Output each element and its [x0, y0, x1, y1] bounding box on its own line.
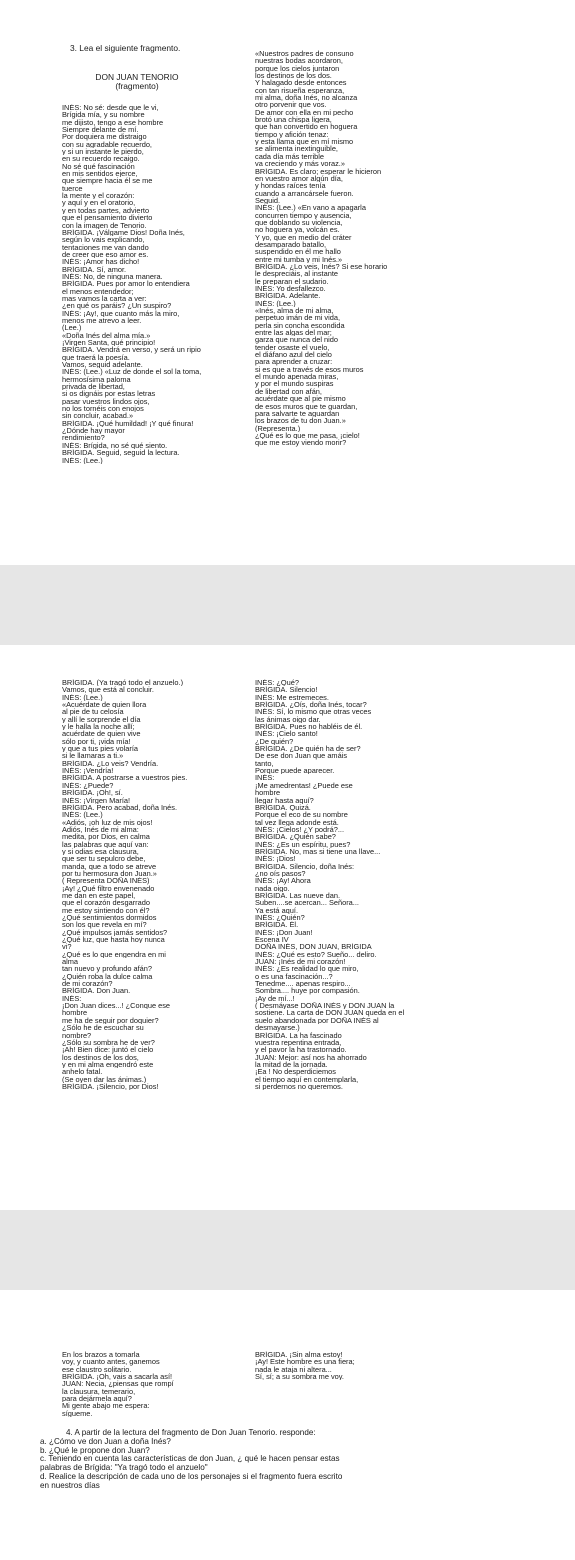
text-line: Adiós, Inés de mi alma: [62, 825, 139, 834]
text-line: De ese don Juan que amáis [255, 752, 348, 760]
text-line: mi alma, doña Inés, no alcanza [255, 94, 358, 102]
text-line: INÉS: ¡Ay! Ahora [255, 877, 311, 885]
text-line: que el corazón desgarrado [62, 899, 150, 907]
text-line: BRÍGIDA. No, mas si tiene una llave... [255, 847, 381, 856]
text-line: BRÍGIDA. ¿Oís, doña Inés, tocar? [255, 701, 367, 709]
text-line: para dejármela aquí? [62, 1395, 132, 1403]
text-line: con tan risueña esperanza, [255, 86, 345, 95]
text-line: Vamos, seguid adelante. [62, 361, 143, 369]
text-line: tan nuevo y profundo afán? [62, 965, 152, 973]
text-line: INÉS: (Lee.) [62, 693, 103, 702]
text-line: voy, y cuanto antes, ganemos [62, 1358, 160, 1366]
text-line: INÉS: (Lee.) «En vano a apagarla [255, 204, 366, 212]
text-line: rendimiento? [62, 434, 105, 442]
text-line: pasar vuestros lindos ojos, [62, 397, 150, 406]
document-page-2 [0, 645, 575, 1210]
text-line: ¡Me amedrentas! ¿Puede ese [255, 781, 353, 790]
text-line: ¿Qué sentimientos dormidos [62, 914, 157, 922]
text-line: que me estoy viendo morir? [255, 439, 347, 447]
text-line: No sé qué fascinación [62, 162, 135, 171]
text-line: ¡Ea ! No desperdiciemos [255, 1068, 336, 1076]
text-line: Sí, sí; a su sombra me voy. [255, 1373, 344, 1381]
text-line: sostiene. La carta de DON JUAN queda en el [255, 1009, 405, 1017]
text-line: para aprender a cruzar: [255, 358, 333, 366]
text-line: le despreciáis, al instante [255, 270, 338, 278]
text-line: INÉS: ¡Ay!, que cuanto más la miro, [62, 309, 180, 317]
text-line: si es que a través de esos muros [255, 365, 364, 374]
play-subtitle: (fragmento) [115, 81, 159, 91]
text-line: que ser tu sepulcro debe, [62, 855, 146, 863]
question-item: c. Teniendo en cuenta las características de don Juan, ¿ qué le hacen pensar estas [40, 1455, 340, 1464]
text-line: mas vamos la carta a ver: [62, 294, 147, 303]
text-line: INÉS: ¿Qué? [255, 679, 299, 687]
text-line: INÉS: Brígida, no sé qué siento. [62, 441, 168, 450]
text-line: INÉS: ¡Cielos! ¿Y podrá?... [255, 825, 344, 834]
text-line: INÉS: (Lee.) [62, 811, 103, 819]
text-line: INÉS: ¡Dios! [255, 855, 296, 863]
text-line: INÉS: ¡Vendría! [62, 767, 114, 775]
text-line: que traerá la poesía. [62, 353, 130, 362]
text-line: Brígida mía, y su nombre [62, 111, 145, 119]
text-line: ¿no oís pasos? [255, 869, 306, 878]
text-line: al pie de tu celosía [62, 708, 124, 716]
text-line: acuérdate de quien vive [62, 730, 141, 738]
text-line: INÉS: ¿Es realidad lo que miro, [255, 965, 359, 973]
text-line: desamparado batallo, [255, 240, 327, 249]
question-4-items [40, 1438, 560, 1491]
text-line: y esta llama que en mí mismo [255, 138, 354, 146]
text-line: BRÍGIDA. ¿Quién sabe? [255, 833, 336, 841]
text-line: BRÍGIDA. ¡Sin alma estoy! [255, 1351, 343, 1359]
text-line: tal vez llega adonde está. [255, 818, 339, 826]
text-line: en vuestro amor algún día, [255, 174, 343, 183]
text-line: las palabras que aquí van: [62, 840, 149, 848]
text-line: ( Representa DOÑA INÉS) [62, 877, 150, 885]
text-line: ( Desmáyase DOÑA INÉS y DON JUAN la [255, 1002, 395, 1010]
text-line: la mente y el corazón: [62, 192, 135, 200]
text-line: INÉS: ¿Quién? [255, 914, 305, 922]
text-line: no hoguera ya, volcán es. [255, 226, 340, 234]
text-line: y aquí y en el oratorio, [62, 199, 136, 207]
text-line: BRÍGIDA. ¿Lo veis? Vendría. [62, 759, 159, 768]
document-page-1 [0, 0, 575, 565]
text-line: que doblando su violencia, [255, 218, 343, 227]
text-line: Escena IV [255, 936, 289, 944]
text-line: BRÍGIDA. ¡Oh!, sí. [62, 789, 123, 797]
text-line: le preparan el sudario. [255, 277, 329, 285]
text-line: medita, por Dios, en calma [62, 833, 150, 841]
question-4 [40, 1429, 560, 1491]
text-line: y en mi alma engendró este [62, 1060, 154, 1069]
text-line: no los tornéis con enojos [62, 405, 144, 413]
text-line: Mi gente abajo me espera: [62, 1402, 150, 1410]
question-item: b. ¿Qué le propone don Juan? [40, 1446, 150, 1455]
text-line: me dan en este papel, [62, 891, 136, 900]
text-line: hombre [255, 789, 281, 797]
text-line: la clausura, temerario, [62, 1387, 136, 1396]
text-line: la mitad de la jornada. [255, 1060, 328, 1069]
text-line: Por doquiera me distraigo [62, 133, 147, 141]
text-column-right [255, 1351, 555, 1380]
text-line: Suben....se acercan... Señora... [255, 899, 359, 907]
text-line: ¿en qué os paráis? ¿Un suspiro? [62, 302, 172, 310]
text-line: BRÍGIDA. ¿Lo veis, Inés? Si ese horario [255, 262, 388, 271]
question-4-intro: 4. A partir de la lectura del fragmento de Don Juan Tenorio. responde: [66, 1429, 316, 1437]
text-line: y el pavor la ha trastornado. [255, 1046, 347, 1054]
text-line: y en todas partes, advierto [62, 206, 150, 215]
text-line: tentaciones me van dando [62, 243, 149, 251]
text-line: JUAN: Necia, ¿piensas que rompí [62, 1380, 174, 1388]
text-line: Seguid. [255, 196, 281, 205]
text-line: ¡Don Juan dices...! ¿Conque ese [62, 1002, 171, 1010]
text-line: INÉS: ¡Cielo santo! [255, 730, 318, 738]
text-line: va creciendo y más voraz.» [255, 160, 345, 168]
text-line: que siempre hacia él se me [62, 177, 153, 185]
text-line: JUAN: Mejor: así nos ha ahorrado [255, 1053, 367, 1061]
text-line: desmayarse.) [255, 1024, 300, 1032]
text-line: según lo vais explicando, [62, 236, 145, 244]
text-line: ¿Qué luz, que hasta hoy nunca [62, 936, 165, 944]
text-line: me ha de seguir por doquier? [62, 1016, 159, 1025]
text-line: entre las algas del mar; [255, 329, 332, 337]
text-line: manda, que a todo se atreve [62, 862, 157, 870]
question-item: en nuestros días [40, 1481, 100, 1490]
text-line: BRÍGIDA. Vendrá en verso, y será un ripio [62, 346, 201, 354]
text-line: para salvarte te aguardan [255, 409, 340, 418]
text-line: de mi corazón? [62, 980, 113, 988]
text-line: BRÍGIDA. Él. [255, 921, 299, 929]
text-line: cuando a arrancársele fueron. [255, 189, 354, 197]
question-item: d. Realice la descripción de cada uno de los personajes si el fragmento fuera escrito [40, 1472, 343, 1481]
text-line: INÉS: Yo desfallezco. [255, 285, 326, 293]
text-line: por tu hermosura don Juan.» [62, 869, 157, 878]
text-line: BRÍGIDA. Pero acabad, doña Inés. [62, 803, 178, 812]
text-line: los destinos de los dos. [255, 72, 332, 80]
text-line: ¿Sólo su sombra he de ver? [62, 1038, 155, 1047]
text-line: los destinos de los dos, [62, 1053, 139, 1061]
text-line: se alimenta inextinguible, [255, 145, 338, 153]
text-line: BRÍGIDA. Las nueve dan. [255, 891, 341, 900]
text-line: BRÍGIDA. ¿De quién ha de ser? [255, 745, 361, 753]
text-line: BRÍGIDA. Silencio, doña Inés: [255, 862, 355, 870]
text-line: si perdernos no queremos. [255, 1082, 343, 1091]
text-line: INÉS: ¿Puede? [62, 781, 114, 790]
text-line: Sombra.... huye por compasión. [255, 987, 360, 995]
text-line: BRÍGIDA. Quizá. [255, 803, 311, 812]
text-line: o es una fascinación...? [255, 972, 333, 981]
text-line: BRÍGIDA. (Ya tragó todo el anzuelo.) [62, 679, 184, 687]
text-line: y si un instante le pierdo, [62, 148, 144, 156]
text-line: las ánimas oigo dar. [255, 715, 321, 724]
play-title: DON JUAN TENORIO [95, 72, 179, 82]
text-line: el menos entendedor; [62, 287, 134, 295]
text-line: INÉS: ¿Qué es esto? Sueño... deliro. [255, 950, 377, 959]
text-line: que han convertido en hoguera [255, 123, 358, 131]
text-line: el diáfano azul del cielo [255, 351, 332, 359]
text-line: vuestra repentina entrada, [255, 1038, 342, 1047]
text-line: ¿Dónde hay mayor [62, 427, 125, 435]
text-line: Porque puede aparecer. [255, 767, 335, 775]
instruction-3: 3. Lea el siguiente fragmento. [70, 43, 181, 53]
text-line: y le halla la noche allí; [62, 723, 135, 731]
text-line: Tenedme.... apenas respiro... [255, 980, 351, 988]
text-line: BRÍGIDA. ¡Oh, vais a sacarla así! [62, 1373, 173, 1381]
text-line: suelo abandonada por DOÑA INÉS al [255, 1016, 379, 1025]
text-line: BRÍGIDA. Don Juan. [62, 987, 131, 995]
text-line: BRÍGIDA. Seguid, seguid la lectura. [62, 449, 180, 457]
text-line: ¿Qué impulsos jamás sentidos? [62, 928, 168, 937]
text-line: De amor con ella en mi pecho [255, 108, 354, 117]
text-line: Porque el eco de su nombre [255, 811, 348, 819]
text-line: INÉS: Sí, lo mismo que otras veces [255, 708, 372, 716]
text-line: INÉS: (Lee.) [255, 299, 296, 308]
text-line: vi? [62, 943, 72, 951]
text-line: suspendido en él me hallo [255, 248, 341, 256]
text-line: en mis sentidos ejerce, [62, 170, 138, 178]
text-line: hermosísima paloma [62, 375, 131, 384]
text-line: DOÑA INÉS, DON JUAN, BRÍGIDA [255, 943, 372, 951]
text-line: perpetuo imán de mi vida, [255, 314, 341, 322]
text-line: «Inés, alma de mi alma, [255, 307, 334, 315]
text-line: alma [62, 958, 79, 966]
text-column-right [255, 679, 555, 1090]
text-line: nada oigo. [255, 884, 290, 892]
text-line: BRÍGIDA. ¡Qué humildad! ¡Y qué finura! [62, 419, 194, 428]
text-line: porque los cielos juntaron [255, 64, 340, 73]
text-line: y hondas raíces tenía [255, 182, 326, 190]
text-line: BRÍGIDA. Es claro; esperar le hicieron [255, 167, 382, 175]
text-line: INÉS: No sé: desde que le vi, [62, 104, 159, 112]
text-line: ¡Ay! Este hombre es una fiera; [255, 1358, 355, 1366]
title-block [72, 73, 202, 91]
text-line: INÉS: ¡Amor has dicho! [62, 258, 140, 266]
text-line: entre mi tumba y mi Inés.» [255, 255, 343, 263]
text-line: menos me atrevo a leer. [62, 316, 142, 325]
text-line: si le llamaras a ti.» [62, 752, 124, 760]
text-column-left [62, 1351, 242, 1417]
text-line: en su recuerdo recaigo. [62, 155, 140, 163]
text-line: ¡Virgen Santa, qué principio! [62, 339, 156, 347]
text-line: «Adiós, ¡oh luz de mis ojos! [62, 818, 153, 826]
text-line: tuerce [62, 184, 83, 193]
text-line: si os dignáis por estas letras [62, 390, 156, 398]
text-line: JUAN: ¡Inés de mi corazón! [255, 958, 346, 966]
text-line: anhelo fatal. [62, 1068, 103, 1076]
text-line: ¡Ay! ¿Qué filtro envenenado [62, 884, 155, 892]
text-line: (Representa.) [255, 424, 301, 432]
text-line: de creer que eso amor es. [62, 250, 149, 259]
text-line: los brazos de tu don Juan.» [255, 417, 346, 425]
text-line: me dijisto, tengo a ese hombre [62, 118, 164, 127]
text-line: «Nuestros padres de consuno [255, 50, 354, 58]
text-line: BRÍGIDA. A postrarse a vuestros pies. [62, 774, 188, 782]
text-line: ¿Qué es lo que me pasa, ¡cielo! [255, 431, 360, 440]
text-line: INÉS: No, de ninguna manera. [62, 272, 163, 281]
text-line: cada día más terrible [255, 152, 325, 161]
text-line: tiempo y afición tenaz: [255, 130, 329, 139]
text-line: de libertad con afán, [255, 387, 322, 396]
text-line: sin concluir, acabad.» [62, 412, 134, 420]
text-line: concurren tiempo y ausencia, [255, 211, 352, 219]
text-line: Y yo, que en medio del cráter [255, 233, 352, 241]
text-line: ¿Sólo he de escuchar su [62, 1024, 144, 1032]
text-line: Ya está aquí. [255, 906, 299, 914]
text-line: BRÍGIDA. Pues por amor lo entendiera [62, 280, 190, 288]
text-line: que el pensamiento divierto [62, 214, 153, 222]
text-line: sígueme. [62, 1409, 93, 1418]
text-line: y que a tus pies volaría [62, 745, 139, 753]
text-line: ¿Qué es lo que engendra en mi [62, 950, 166, 959]
text-line: perla sin concha escondida [255, 321, 345, 330]
text-line: BRÍGIDA. Adelante. [255, 292, 321, 300]
text-line: ¡Ay de mí...! [255, 994, 295, 1003]
text-line: con su agradable recuerdo, [62, 140, 152, 149]
text-line: con la imagen de Tenorio. [62, 221, 147, 229]
text-line: y si odias esa clausura, [62, 847, 139, 856]
text-line: el tiempo aquí en contemplarla, [255, 1075, 359, 1083]
text-line: INÉS: (Lee.) [62, 456, 103, 464]
text-line: BRÍGIDA. ¡Silencio, por Dios! [62, 1082, 159, 1091]
text-line: ese claustro solitario. [62, 1365, 132, 1374]
text-line: privada de libertad, [62, 383, 125, 391]
text-line: INÉS: [62, 994, 82, 1003]
text-line: me estoy sintiendo con él? [62, 906, 150, 914]
text-line: garza que nunca del nido [255, 336, 339, 344]
text-column-left [62, 104, 242, 464]
text-line: ¿Quién roba la dulce calma [62, 972, 153, 981]
text-column-left [62, 679, 242, 1090]
text-line: Y halagado desde entonces [255, 79, 347, 87]
text-line: llegar hasta aquí? [255, 796, 314, 804]
text-line: INÉS: (Lee.) «Luz de donde el sol la toma, [62, 368, 202, 376]
text-line: de esos muros que te guardan, [255, 402, 358, 410]
text-line: INÉS: Me estremeces. [255, 693, 329, 702]
text-line: ¿De quién? [255, 737, 294, 746]
text-line: En los brazos a tomarla [62, 1351, 140, 1359]
text-line: el mundo apenada miras, [255, 373, 339, 381]
text-line: tanto, [255, 759, 274, 768]
question-item: a. ¿Cómo ve don Juan a doña Inés? [40, 1437, 171, 1446]
text-line: nombre? [62, 1031, 92, 1039]
text-line: y por el mundo suspiras [255, 380, 334, 388]
text-line: BRÍGIDA. ¡Válgame Dios! Doña Inés, [62, 228, 185, 237]
text-line: Vamos, que está al concluir. [62, 686, 154, 694]
text-line: tender osaste el vuelo, [255, 343, 330, 352]
text-line: «Acuérdate de quien llora [62, 701, 147, 709]
text-line: BRÍGIDA. Silencio! [255, 686, 318, 694]
text-line: «Doña Inés del alma mía.» [62, 331, 151, 339]
text-line: nada le ataja ni altera... [255, 1365, 332, 1374]
question-item: palabras de Brígida: "Ya tragó todo el anzuelo" [40, 1464, 208, 1473]
text-line: Siempre delante de mí. [62, 126, 139, 134]
text-line: son los que revela en mí? [62, 921, 147, 929]
text-column-right [255, 50, 555, 447]
text-line: INÉS: ¡Virgen María! [62, 796, 131, 804]
text-line: BRÍGIDA. La ha fascinado [255, 1031, 342, 1039]
text-line: ¡Ah! Bien dice: juntó el cielo [62, 1046, 154, 1054]
text-line: otro porvenir que vos. [255, 101, 327, 109]
text-line: BRÍGIDA. Sí, amor. [62, 265, 127, 273]
text-line: INÉS: [255, 774, 275, 782]
text-line: BRÍGIDA. Pues no habléis de él. [255, 723, 363, 731]
text-line: (Se oyen dar las ánimas.) [62, 1075, 147, 1083]
text-line: hombre [62, 1009, 88, 1017]
text-line: sólo por ti, ¡vida mía! [62, 737, 131, 746]
text-line: (Lee.) [62, 324, 82, 332]
text-line: acuérdate que al pie mismo [255, 395, 346, 403]
text-line: nuestras bodas acordaron, [255, 57, 343, 65]
text-line: INÉS: ¡Don Juan! [255, 928, 313, 937]
document-page-3 [0, 1290, 575, 1560]
text-line: y allí le sorprende el día [62, 715, 141, 724]
text-line: INÉS: ¿Es un espíritu, pues? [255, 840, 351, 848]
text-line: brotó una chispa ligera, [255, 116, 332, 124]
